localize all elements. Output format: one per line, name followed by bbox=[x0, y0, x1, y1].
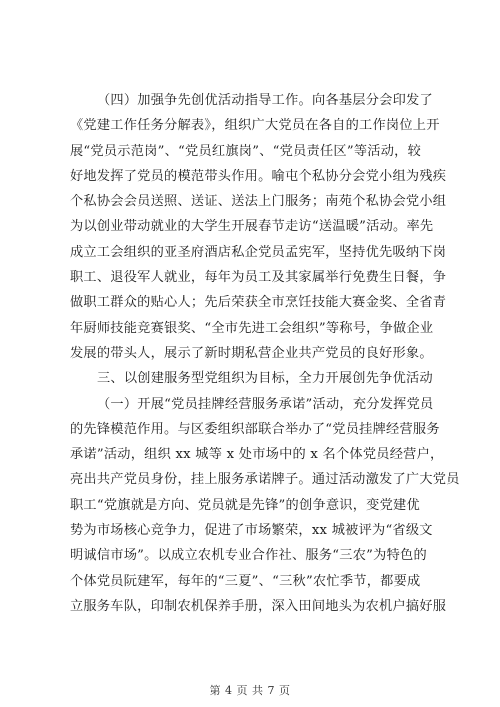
paragraph-line: 明诚信市场”。以成立农机专业合作社、服务“三农”为特色的 bbox=[70, 548, 427, 564]
paragraph-line: 立服务车队，印制农机保养手册，深入田间地头为农机户搞好服 bbox=[70, 598, 447, 614]
paragraph-line: 为以创业带动就业的大学生开展春节走访“送温暖”活动。率先 bbox=[70, 219, 434, 235]
paragraph-line: 展“党员示范岗”、“党员红旗岗”、“党员责任区”等活动，较 bbox=[70, 143, 422, 159]
paragraph-line: 成立工会组织的亚圣府酒店私企党员孟宪军，坚持优先吸纳下岗 bbox=[70, 244, 447, 260]
paragraph-line: 《党建工作任务分解表》，组织广大党员在各自的工作岗位上开 bbox=[70, 118, 440, 134]
paragraph-line: 发展的带头人，展示了新时期私营企业共产党员的良好形象。 bbox=[70, 345, 433, 361]
paragraph-line: （四）加强争先创优活动指导工作。向各基层分会印发了 bbox=[97, 93, 433, 108]
page-number-footer: 第 4 页 共 7 页 bbox=[209, 684, 291, 697]
paragraph-line: 做职工群众的贴心人；先后荣获全市烹饪技能大赛金奖、全省青 bbox=[70, 295, 447, 311]
paragraph-line: 年厨师技能竞赛银奖、“全市先进工会组织”等称号，争做企业 bbox=[70, 320, 434, 336]
paragraph-line: 职工“党旗就是方向、党员就是先锋”的创争意识，变党建优 bbox=[70, 497, 420, 513]
paragraph-line: 好地发挥了党员的模范带头作用。喻屯个私协分会党小组为残疾 bbox=[70, 168, 447, 184]
paragraph-line: 个体党员阮建军，每年的“三夏”、“三秋”农忙季节，都要成 bbox=[70, 573, 421, 589]
paragraph-line: （一）开展“党员挂牌经营服务承诺”活动，充分发挥党员 bbox=[97, 396, 434, 412]
paragraph-line: 亮出共产党员身份，挂上服务承诺牌子。通过活动激发了广大党员 bbox=[70, 472, 460, 488]
section-heading: 三、以创建服务型党组织为目标，全力开展创先争优活动 bbox=[97, 371, 433, 387]
paragraph-line: 的先锋模范作用。与区委组织部联合举办了“党员挂牌经营服务 bbox=[70, 421, 440, 437]
body-text bbox=[70, 88, 460, 619]
paragraph-line: 势为市场核心竞争力，促进了市场繁荣，xx 城被评为“省级文 bbox=[70, 523, 433, 539]
paragraph-line: 承诺”活动，组织 xx 城等 x 处市场中的 x 名个体党员经营户， bbox=[70, 447, 444, 463]
paragraph-line: 个私协会会员送照、送证、送法上门服务；南苑个私协会党小组 bbox=[70, 194, 447, 210]
paragraph-line: 职工、退役军人就业，每年为员工及其家属举行免费生日餐，争 bbox=[70, 270, 447, 286]
